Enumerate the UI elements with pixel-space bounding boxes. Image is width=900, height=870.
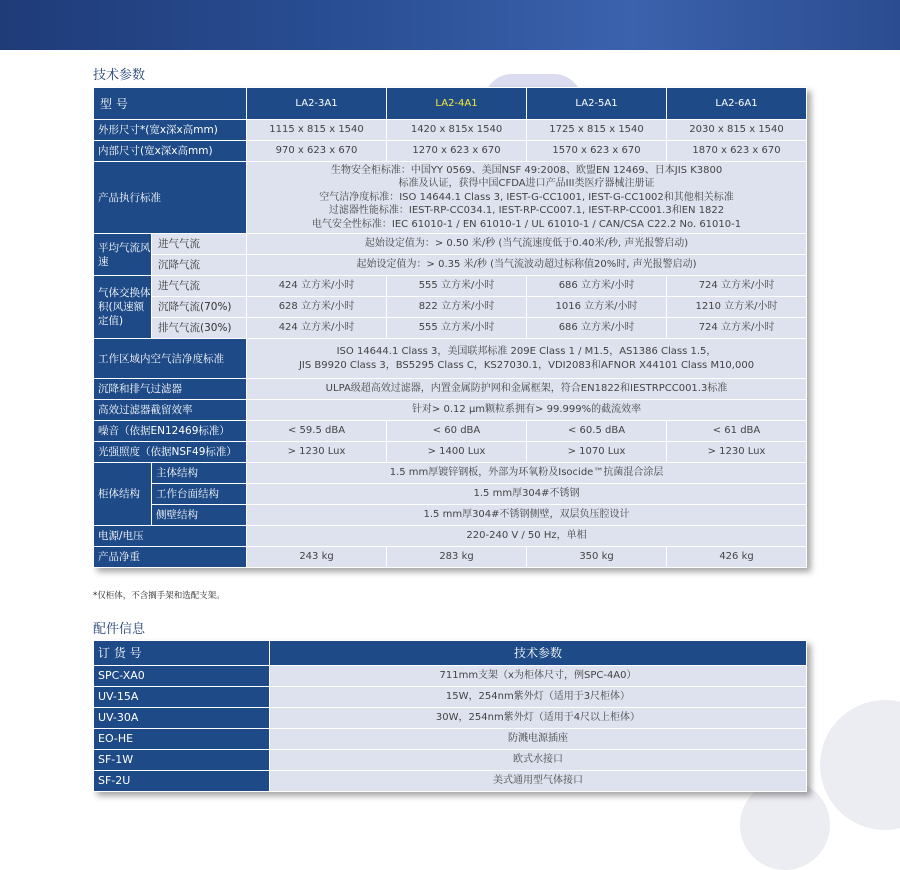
parts-row [94,729,807,750]
cleanliness-line: JIS B9920 Class 3，BS5295 Class C，KS27030.1，VDI2083和AFNOR X44101 Class M10,000 [298,359,755,371]
value-cell: 724 立方米/小时 [667,318,807,339]
value-cell: 1420 x 815x 1540 [387,120,527,141]
sub-label: 沉降气流(70%) [152,297,247,318]
standards-line: 空气洁净度标准：ISO 14644.1 Class 3, IEST-G-CC1001, IEST-G-CC1002和其他相关标准 [319,191,734,203]
parts-table [93,640,807,792]
value-cell: 724 立方米/小时 [667,276,807,297]
avg-flow-downflow-row [94,255,807,276]
value-cell: 424 立方米/小时 [247,318,387,339]
top-banner [0,0,900,50]
decorative-circle [740,780,830,870]
parts-section-title: 配件信息 [93,622,146,637]
row-label: 工作区域内空气洁净度标准 [94,339,247,379]
sub-label: 侧壁结构 [152,505,247,526]
light-row [94,442,807,463]
value-cell: 1.5 mm厚304#不锈钢 [247,484,807,505]
part-code: EO-HE [94,729,270,750]
row-label: 产品净重 [94,547,247,568]
sub-label: 排气气流(30%) [152,318,247,339]
value-cell: 424 立方米/小时 [247,276,387,297]
parts-row [94,771,807,792]
parts-header-code: 订 货 号 [94,641,270,666]
value-cell: 1570 x 623 x 670 [527,141,667,162]
value-cell: 1870 x 623 x 670 [667,141,807,162]
sub-label: 工作台面结构 [152,484,247,505]
parts-row [94,666,807,687]
parts-row [94,750,807,771]
cabinet-main-row [94,463,807,484]
internal-size-row [94,141,807,162]
filter-row [94,379,807,400]
value-cell: 针对> 0.12 μm颗粒系拥有> 99.999%的截流效率 [247,400,807,421]
model-name-highlighted: LA2-4A1 [387,88,527,120]
exchange-row [94,276,807,297]
part-code: UV-15A [94,687,270,708]
value-cell: 220-240 V / 50 Hz，单相 [247,526,807,547]
value-cell: ULPA级超高效过滤器，内置金属防护网和金属框架，符合EN1822和IESTRPCC001.3标准 [247,379,807,400]
value-cell: < 61 dBA [667,421,807,442]
standards-row [94,162,807,234]
part-desc: 30W，254nm紫外灯（适用于4尺以上柜体） [270,708,807,729]
row-label: 沉降和排气过滤器 [94,379,247,400]
model-name: LA2-3A1 [247,88,387,120]
part-code: SF-2U [94,771,270,792]
part-desc: 欧式水接口 [270,750,807,771]
value-cell: 1.5 mm厚304#不锈钢侧壁，双层负压腔设计 [247,505,807,526]
spec-section-title: 技术参数 [93,68,146,83]
value-cell: 555 立方米/小时 [387,276,527,297]
value-cell: > 1230 Lux [247,442,387,463]
model-name: LA2-6A1 [667,88,807,120]
standards-line: 标准及认证，获得中国CFDA进口产品III类医疗器械注册证 [398,178,655,190]
value-cell: < 60 dBA [387,421,527,442]
value-cell: > 1070 Lux [527,442,667,463]
cleanliness-row [94,339,807,379]
external-size-row [94,120,807,141]
model-header-row [94,88,807,120]
value-cell: 1115 x 815 x 1540 [247,120,387,141]
cabinet-worktop-row [94,484,807,505]
noise-row [94,421,807,442]
parts-row [94,708,807,729]
value-cell: 686 立方米/小时 [527,318,667,339]
sub-label: 进气气流 [152,276,247,297]
value-cell: 350 kg [527,547,667,568]
filter-efficiency-row [94,400,807,421]
value-cell: 起始设定值为：> 0.35 米/秒 (当气流波动超过标称值20%时, 声光报警启动) [247,255,807,276]
part-code: SF-1W [94,750,270,771]
sub-label: 主体结构 [152,463,247,484]
footnote: *仅柜体，不含搁手架和选配支架。 [93,591,225,601]
decorative-circle [820,700,900,830]
part-code: SPC-XA0 [94,666,270,687]
part-desc: 防溅电源插座 [270,729,807,750]
value-cell: 555 立方米/小时 [387,318,527,339]
standards-line: 生物安全柜标准：中国YY 0569、美国NSF 49:2008、欧盟EN 12469、日本JIS K3800 [330,164,723,176]
value-cell: 1210 立方米/小时 [667,297,807,318]
value-cell: 426 kg [667,547,807,568]
row-label: 光强照度（依据NSF49标准） [94,442,247,463]
spec-table [93,87,807,568]
value-cell: 1725 x 815 x 1540 [527,120,667,141]
cabinet-side-row [94,505,807,526]
row-label: 内部尺寸(宽x深x高mm) [94,141,247,162]
value-cell: 283 kg [387,547,527,568]
parts-header-spec: 技术参数 [270,641,807,666]
exchange-row [94,318,807,339]
part-desc: 711mm支架（x为柜体尺寸，例SPC-4A0） [270,666,807,687]
value-cell: 686 立方米/小时 [527,276,667,297]
value-cell: 1.5 mm厚镀锌钢板，外部为环氧粉及Isocide™抗菌混合涂层 [247,463,807,484]
parts-header-row [94,641,807,666]
row-label: 高效过滤器截留效率 [94,400,247,421]
value-cell: > 1400 Lux [387,442,527,463]
value-cell: > 1230 Lux [667,442,807,463]
value-cell: 起始设定值为：> 0.50 米/秒 (当气流速度低于0.40米/秒, 声光报警启动) [247,234,807,255]
part-desc: 15W，254nm紫外灯（适用于3尺柜体） [270,687,807,708]
cleanliness-line: ISO 14644.1 Class 3，美国联邦标准 209E Class 1 / M1.5，AS1386 Class 1.5， [336,345,717,357]
row-label: 产品执行标准 [94,162,247,234]
sub-label: 沉降气流 [152,255,247,276]
value-cell: 822 立方米/小时 [387,297,527,318]
value-cell: 628 立方米/小时 [247,297,387,318]
row-label: 气体交换体积(风速额定值) [94,276,152,339]
row-label: 平均气流风速 [94,234,152,276]
model-name: LA2-5A1 [527,88,667,120]
row-label: 噪音（依据EN12469标准） [94,421,247,442]
row-label: 柜体结构 [94,463,152,526]
value-cell: 1270 x 623 x 670 [387,141,527,162]
value-cell: < 60.5 dBA [527,421,667,442]
cleanliness-text [247,339,807,379]
value-cell: 2030 x 815 x 1540 [667,120,807,141]
value-cell: 1016 立方米/小时 [527,297,667,318]
sub-label: 进气气流 [152,234,247,255]
weight-row [94,547,807,568]
part-desc: 美式通用型气体接口 [270,771,807,792]
model-label: 型 号 [94,88,247,120]
value-cell: 243 kg [247,547,387,568]
value-cell: < 59.5 dBA [247,421,387,442]
standards-text [247,162,807,234]
standards-line: 过滤器性能标准：IEST-RP-CC034.1, IEST-RP-CC007.1, IEST-RP-CC001.3和EN 1822 [328,205,725,217]
part-code: UV-30A [94,708,270,729]
value-cell: 970 x 623 x 670 [247,141,387,162]
row-label: 电源/电压 [94,526,247,547]
standards-line: 电气安全性标准：IEC 61010-1 / EN 61010-1 / UL 61010-1 / CAN/CSA C22.2 No. 61010-1 [311,218,742,230]
parts-row [94,687,807,708]
avg-flow-inflow-row [94,234,807,255]
power-row [94,526,807,547]
row-label: 外形尺寸*(宽x深x高mm) [94,120,247,141]
exchange-row [94,297,807,318]
